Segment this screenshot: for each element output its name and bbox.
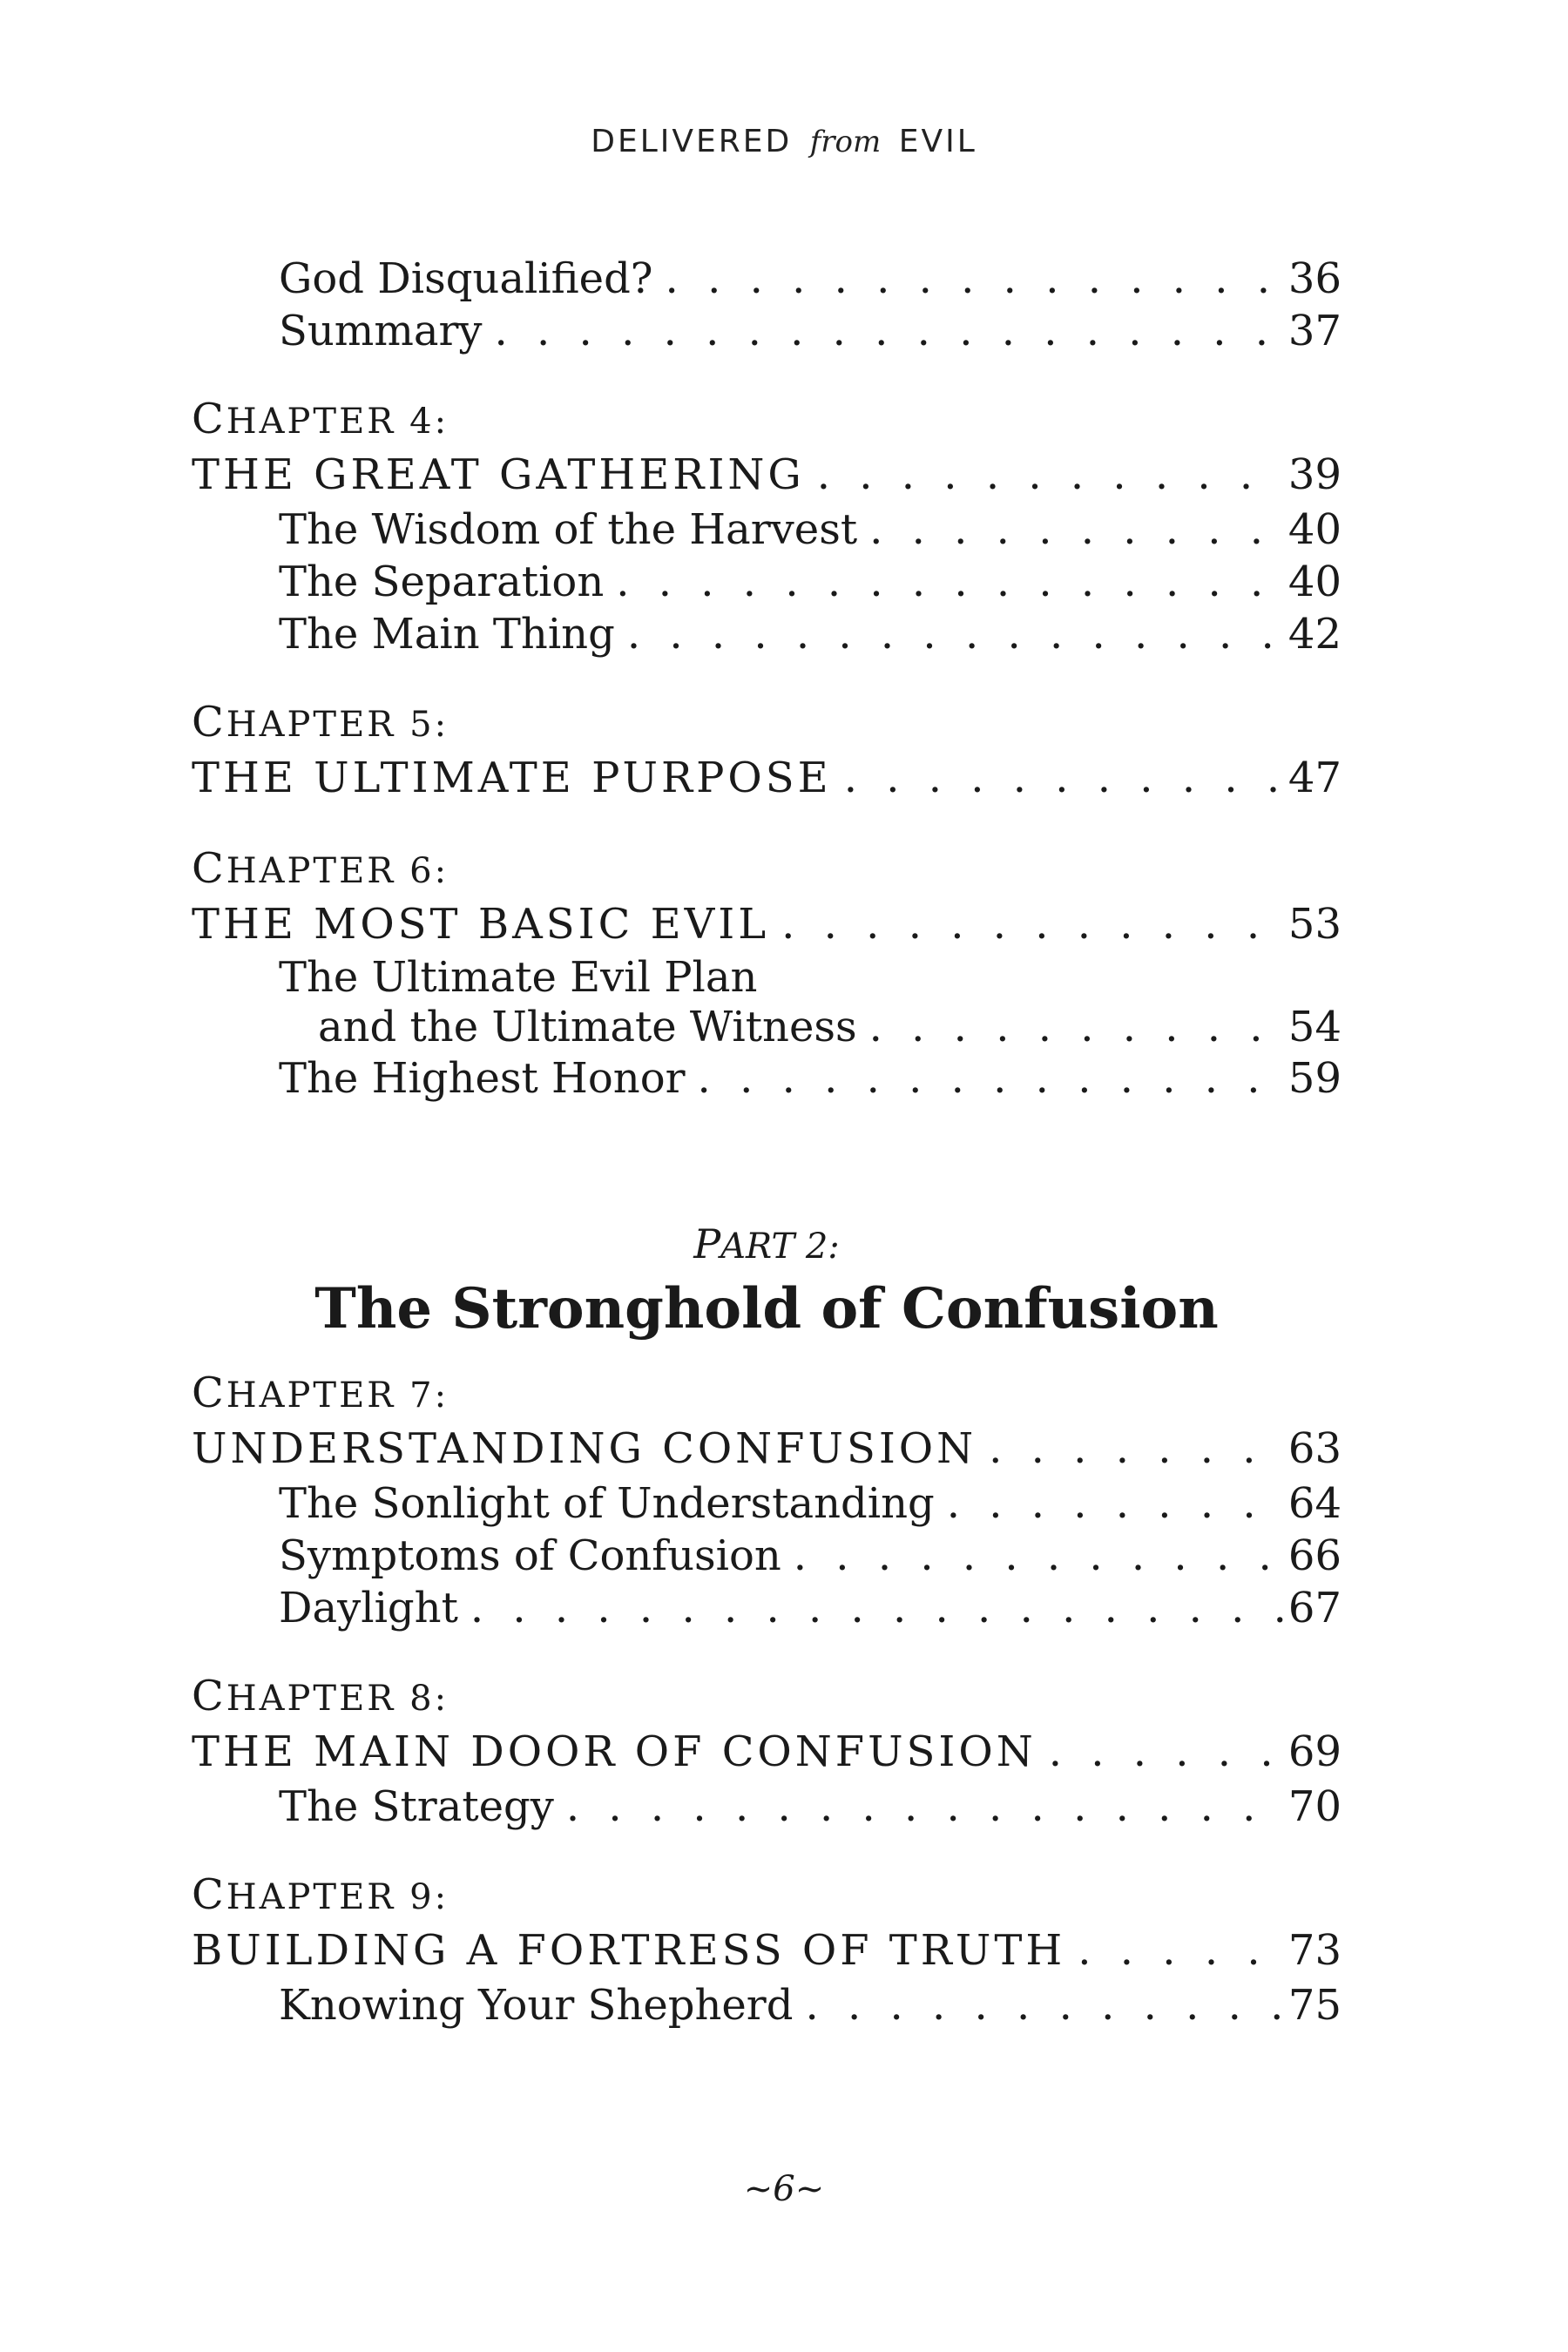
running-head bbox=[0, 124, 1568, 159]
chapter-page: 53 bbox=[1288, 900, 1342, 949]
chapter-number-initial: C bbox=[192, 1369, 226, 1417]
toc-entry[interactable] bbox=[279, 608, 1342, 660]
toc-entry-label: The Separation bbox=[279, 558, 605, 606]
chapter-number-text: HAPTER 4: bbox=[226, 402, 449, 442]
toc-entry-page: 75 bbox=[1288, 1981, 1342, 2030]
dot-leader bbox=[698, 1052, 1285, 1105]
toc-entry[interactable] bbox=[279, 1052, 1342, 1105]
toc-entry-label: Summary bbox=[279, 307, 483, 355]
running-head-from: from bbox=[809, 125, 882, 159]
chapter-number bbox=[192, 392, 1342, 446]
toc-entry-label: Daylight bbox=[279, 1584, 458, 1632]
chapter-number-initial: C bbox=[192, 1672, 226, 1720]
toc-entry-page: 70 bbox=[1288, 1782, 1342, 1831]
toc-entry-label: God Disqualified? bbox=[279, 254, 653, 303]
toc-entry-label: Knowing Your Shepherd bbox=[279, 1981, 794, 2030]
chapter-number-initial: C bbox=[192, 698, 226, 747]
chapter-title-entry[interactable] bbox=[192, 1723, 1342, 1781]
running-head-right: EVIL bbox=[898, 124, 977, 159]
chapter-number bbox=[192, 1669, 1342, 1723]
toc-entry-page: 36 bbox=[1288, 254, 1342, 303]
toc-entry-page: 67 bbox=[1288, 1584, 1342, 1632]
part-label bbox=[192, 1218, 1342, 1270]
dot-leader bbox=[869, 504, 1285, 556]
dot-leader bbox=[794, 1530, 1285, 1582]
toc-entry-label-line[interactable]: The Ultimate Evil Plan bbox=[279, 953, 758, 1002]
chapter-page: 69 bbox=[1288, 1727, 1342, 1776]
chapter-title-entry[interactable] bbox=[192, 896, 1342, 953]
chapter-number bbox=[192, 1366, 1342, 1420]
dot-leader bbox=[666, 253, 1285, 305]
toc-entry[interactable] bbox=[279, 1477, 1342, 1530]
toc-entry-page: 42 bbox=[1288, 610, 1342, 659]
dot-leader bbox=[1049, 1723, 1285, 1781]
toc-entry-label: and the Ultimate Witness bbox=[318, 1003, 857, 1051]
dot-leader bbox=[947, 1477, 1285, 1530]
toc-entry-page: 59 bbox=[1288, 1054, 1342, 1103]
chapter-title: THE GREAT GATHERING bbox=[192, 450, 805, 499]
toc-entry[interactable] bbox=[279, 253, 1342, 305]
running-head-left: DELIVERED bbox=[591, 124, 793, 159]
chapter-title-entry[interactable] bbox=[192, 1922, 1342, 1979]
chapter-number-text: HAPTER 8: bbox=[226, 1679, 449, 1719]
part-label-initial: P bbox=[693, 1220, 721, 1267]
page-number: ~6~ bbox=[743, 2169, 825, 2209]
chapter-number-text: HAPTER 7: bbox=[226, 1375, 449, 1416]
toc-entry[interactable] bbox=[279, 556, 1342, 608]
chapter-title: THE MOST BASIC EVIL bbox=[192, 900, 770, 949]
dot-leader bbox=[805, 1979, 1284, 2031]
toc-entry-label: The Main Thing bbox=[279, 610, 615, 659]
chapter-page: 73 bbox=[1288, 1926, 1342, 1975]
dot-leader bbox=[817, 446, 1285, 504]
chapter-number-text: HAPTER 6: bbox=[226, 851, 449, 891]
toc-entry-page: 66 bbox=[1288, 1531, 1342, 1580]
toc-entry[interactable] bbox=[279, 1781, 1342, 1833]
toc-entry-page: 40 bbox=[1288, 558, 1342, 606]
chapter-page: 47 bbox=[1288, 754, 1342, 802]
dot-leader bbox=[495, 305, 1285, 357]
toc-entry-label: Symptoms of Confusion bbox=[279, 1531, 781, 1580]
toc-entry-page: 37 bbox=[1288, 307, 1342, 355]
chapter-number bbox=[192, 695, 1342, 749]
table-of-contents bbox=[192, 253, 1342, 2031]
chapter-number bbox=[192, 1868, 1342, 1922]
dot-leader bbox=[869, 1002, 1285, 1052]
chapter-number-text: HAPTER 9: bbox=[226, 1877, 449, 1917]
chapter-page: 63 bbox=[1288, 1424, 1342, 1473]
dot-leader bbox=[470, 1582, 1285, 1634]
part-label-text: ART 2: bbox=[720, 1227, 840, 1267]
toc-entry[interactable] bbox=[279, 1530, 1342, 1582]
toc-entry[interactable] bbox=[279, 1582, 1342, 1634]
chapter-title-entry[interactable] bbox=[192, 749, 1342, 807]
chapter-title: THE MAIN DOOR OF CONFUSION bbox=[192, 1727, 1037, 1776]
dot-leader bbox=[1078, 1922, 1285, 1979]
toc-entry-label: The Sonlight of Understanding bbox=[279, 1479, 935, 1528]
toc-entry-page: 54 bbox=[1288, 1003, 1342, 1051]
chapter-title-entry[interactable] bbox=[192, 1420, 1342, 1477]
dot-leader bbox=[781, 896, 1285, 953]
chapter-page: 39 bbox=[1288, 450, 1342, 499]
toc-entry[interactable] bbox=[279, 504, 1342, 556]
toc-entry-label: The Strategy bbox=[279, 1782, 554, 1831]
toc-entry[interactable] bbox=[318, 1002, 1342, 1052]
toc-entry[interactable] bbox=[279, 1979, 1342, 2031]
toc-entry-label: The Highest Honor bbox=[279, 1054, 686, 1103]
dot-leader bbox=[627, 608, 1285, 660]
dot-leader bbox=[616, 556, 1285, 608]
chapter-number-initial: C bbox=[192, 395, 226, 443]
toc-entry-page: 64 bbox=[1288, 1479, 1342, 1528]
dot-leader bbox=[989, 1420, 1285, 1477]
chapter-number-text: HAPTER 5: bbox=[226, 705, 449, 745]
chapter-title: BUILDING A FORTRESS OF TRUTH bbox=[192, 1926, 1066, 1975]
chapter-title-entry[interactable] bbox=[192, 446, 1342, 504]
chapter-title: THE ULTIMATE PURPOSE bbox=[192, 754, 832, 802]
part-title: The Stronghold of Confusion bbox=[314, 1276, 1219, 1342]
chapter-title: UNDERSTANDING CONFUSION bbox=[192, 1424, 977, 1473]
toc-entry-label: The Wisdom of the Harvest bbox=[279, 505, 858, 554]
toc-entry-page: 40 bbox=[1288, 505, 1342, 554]
dot-leader bbox=[566, 1781, 1285, 1833]
chapter-number-initial: C bbox=[192, 1870, 226, 1919]
chapter-number bbox=[192, 841, 1342, 896]
toc-entry[interactable] bbox=[279, 305, 1342, 357]
dot-leader bbox=[844, 749, 1285, 807]
chapter-number-initial: C bbox=[192, 844, 226, 893]
